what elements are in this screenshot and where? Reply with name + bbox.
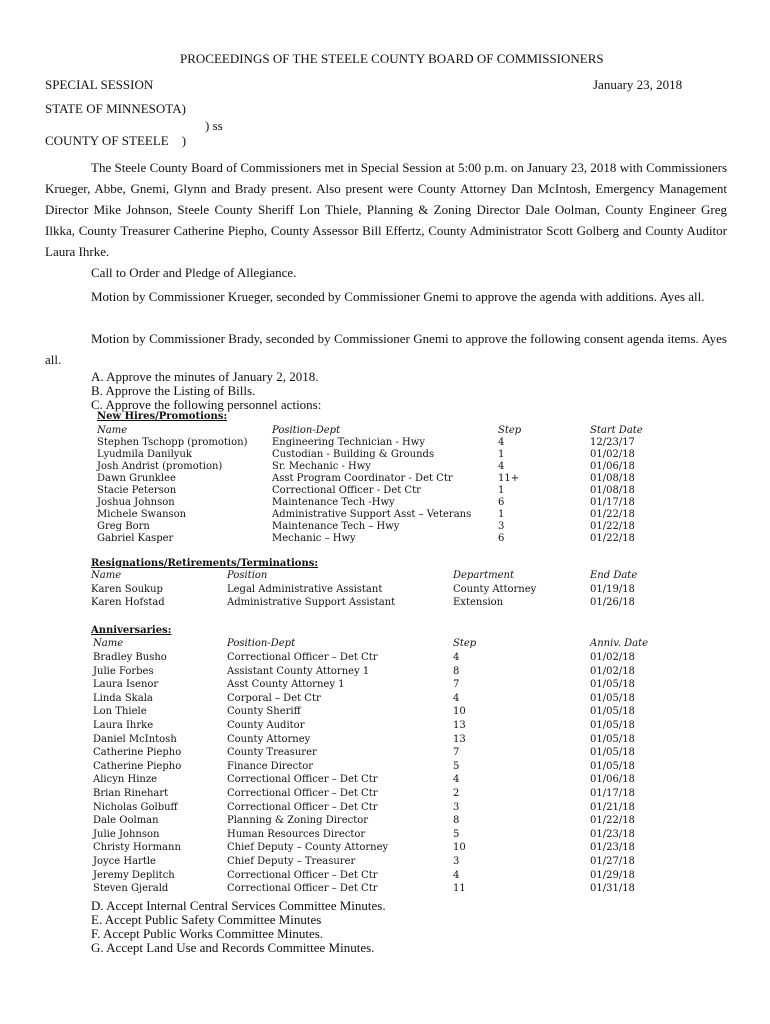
table-cell: Sr. Mechanic - Hwy [272,461,371,472]
consent-item-e: E. Accept Public Safety Committee Minutes [91,912,322,927]
table-cell: 3 [453,856,460,867]
table-cell: 01/08/18 [590,473,635,484]
table-cell: Julie Johnson [93,828,160,840]
table-row [0,842,770,854]
table-cell: Extension [453,597,504,608]
table-cell: Correctional Officer – Det Ctr [227,883,378,895]
table-cell: 01/02/18 [590,665,635,677]
table-row [0,693,770,705]
table-cell: Correctional Officer - Det Ctr [272,485,421,496]
consent-item-a: A. Approve the minutes of January 2, 2018. [91,369,319,384]
table-cell: 01/05/18 [590,679,635,691]
table-cell: Nicholas Golbuff [93,801,178,813]
table-cell: Administrative Support Asst – Veterans [272,509,472,520]
table-cell: 4 [498,461,505,472]
table-row [0,533,770,545]
table-cell: Catherine Piepho [93,747,182,759]
resignations-columns [0,570,770,582]
table-cell: Laura Ihrke [93,720,154,731]
table-cell: County Treasurer [227,747,317,759]
table-cell: 01/26/18 [590,597,635,608]
table-cell: Michele Swanson [97,509,187,520]
table-cell: Corporal – Det Ctr [227,692,321,704]
table-cell: 8 [453,665,460,677]
table-cell: Mechanic – Hwy [272,533,356,544]
table-cell: 01/23/18 [590,842,635,854]
table-cell: 01/17/18 [590,497,635,508]
table-cell: 01/21/18 [590,801,635,813]
table-cell: Catherine Piepho [93,760,182,772]
table-cell: Linda Skala [93,692,153,704]
table-cell: Correctional Officer – Det Ctr [227,801,378,813]
table-cell: 01/05/18 [590,692,635,704]
table-cell: Human Resources Director [227,828,366,840]
table-cell: Jeremy Deplitch [93,869,175,881]
table-cell: 10 [453,842,466,854]
table-cell: County Attorney [453,584,537,595]
resignations-heading: Resignations/Retirements/Terminations: [91,558,319,569]
table-cell: 11 [453,883,466,895]
table-cell: Stacie Peterson [97,485,177,496]
table-cell: 01/19/18 [590,584,635,595]
table-cell: Christy Hormann [93,842,181,854]
table-cell: Correctional Officer – Det Ctr [227,869,378,881]
table-row [0,720,770,732]
column-header: Step [498,425,522,436]
table-cell: Legal Administrative Assistant [227,584,383,595]
motion-agenda: Motion by Commissioner Krueger, seconded by Commissioner Gnemi to approve the agenda with additions. Ayes all. [91,289,705,304]
table-cell: 6 [498,497,505,508]
venue-ss: ) ss [205,118,223,133]
column-header: Start Date [590,425,643,436]
table-cell: Alicyn Hinze [93,774,158,786]
table-row [0,473,770,485]
table-cell: 01/22/18 [590,521,635,532]
table-row [0,597,770,609]
table-cell: Correctional Officer – Det Ctr [227,774,378,786]
table-row [0,815,770,827]
table-row [0,829,770,841]
consent-item-d: D. Accept Internal Central Services Committee Minutes. [91,898,386,913]
table-cell: 12/23/17 [590,437,635,448]
table-row [0,666,770,678]
table-cell: 01/05/18 [590,760,635,772]
table-cell: Finance Director [227,760,314,772]
table-cell: 01/29/18 [590,869,635,881]
table-cell: Planning & Zoning Director [227,815,369,827]
table-cell: 01/05/18 [590,733,635,745]
table-cell: Lyudmila Danilyuk [97,449,192,460]
table-row [0,870,770,882]
table-cell: Steven Gjerald [93,883,169,895]
table-cell: 01/08/18 [590,485,635,496]
table-cell: 4 [453,652,460,663]
table-cell: Correctional Officer – Det Ctr [227,788,378,799]
table-cell: Karen Soukup [91,584,163,595]
session-type: SPECIAL SESSION [45,77,154,92]
table-cell: Laura Isenor [93,679,159,691]
consent-item-f: F. Accept Public Works Committee Minutes. [91,926,324,941]
table-row [0,856,770,868]
table-cell: 10 [453,706,466,718]
table-row [0,883,770,895]
venue-state: STATE OF MINNESOTA) [45,101,186,116]
table-cell: 3 [453,801,460,813]
table-cell: Administrative Support Assistant [227,597,396,608]
venue-county: COUNTY OF STEELE ) [45,133,187,148]
table-cell: 01/05/18 [590,720,635,731]
table-cell: 01/23/18 [590,828,635,840]
table-cell: Karen Hofstad [91,597,165,608]
column-header: Department [453,570,514,581]
column-header: Name [97,425,128,436]
table-cell: 13 [453,733,466,745]
table-cell: 5 [453,828,460,840]
column-header: Anniv. Date [590,638,649,649]
table-cell: Chief Deputy – Treasurer [227,856,356,867]
table-cell: Correctional Officer – Det Ctr [227,652,378,663]
table-cell: 1 [498,509,505,520]
table-row [0,449,770,461]
table-cell: Josh Andrist (promotion) [97,461,223,472]
column-header: Name [91,570,122,581]
table-cell: Assistant County Attorney 1 [227,665,370,677]
table-row [0,774,770,786]
table-row [0,679,770,691]
table-cell: 01/17/18 [590,788,635,799]
table-cell: 3 [498,521,505,532]
table-cell: Engineering Technician - Hwy [272,437,425,448]
table-cell: 1 [498,485,505,496]
column-header: Position-Dept [227,638,296,649]
motion-consent: Motion by Commissioner Brady, seconded by Commissioner Gnemi to approve the following consent agenda items. Ayes all. [45,331,727,367]
table-cell: 01/02/18 [590,652,635,663]
table-cell: 4 [498,437,505,448]
table-row [0,437,770,449]
column-header: Step [453,638,477,649]
table-row [0,706,770,718]
table-cell: 01/06/18 [590,461,635,472]
page-title: PROCEEDINGS OF THE STEELE COUNTY BOARD OF COMMISSIONERS [180,51,604,66]
table-row [0,584,770,596]
table-row [0,521,770,533]
table-cell: Dawn Grunklee [97,473,176,484]
table-cell: 4 [453,692,460,704]
table-cell: Brian Rinehart [93,788,169,799]
new-hires-columns [0,425,770,437]
table-row [0,652,770,664]
table-cell: 11+ [498,473,520,484]
table-row [0,509,770,521]
table-cell: Greg Born [97,521,150,532]
table-cell: County Auditor [227,720,305,731]
table-row [0,485,770,497]
table-cell: Joyce Hartle [93,856,156,867]
table-cell: 6 [498,533,505,544]
table-cell: Stephen Tschopp (promotion) [97,437,248,448]
table-row [0,802,770,814]
table-row [0,497,770,509]
table-cell: 7 [453,747,460,759]
table-cell: 7 [453,679,460,691]
table-row [0,747,770,759]
column-header: Position [227,570,268,581]
table-cell: Maintenance Tech -Hwy [272,497,395,508]
table-cell: Joshua Johnson [97,497,175,508]
table-cell: Lon Thiele [93,706,147,718]
table-cell: 01/05/18 [590,706,635,718]
table-cell: Bradley Busho [93,652,167,663]
consent-item-c: C. Approve the following personnel actions: [91,397,322,412]
anniversaries-columns [0,638,770,650]
table-cell: 01/02/18 [590,449,635,460]
table-cell: Dale Oolman [93,815,159,827]
table-cell: 01/22/18 [590,509,635,520]
table-cell: County Attorney [227,733,311,745]
table-cell: 2 [453,788,460,799]
table-cell: 01/22/18 [590,815,635,827]
table-cell: Chief Deputy – County Attorney [227,842,389,854]
table-cell: 4 [453,774,460,786]
column-header: End Date [590,570,638,581]
table-cell: Maintenance Tech – Hwy [272,521,400,532]
table-row [0,761,770,773]
table-cell: County Sheriff [227,706,301,718]
table-cell: Asst Program Coordinator - Det Ctr [272,473,453,484]
table-row [0,788,770,800]
column-header: Position-Dept [272,425,341,436]
new-hires-heading: New Hires/Promotions: [97,411,228,422]
consent-item-g: G. Accept Land Use and Records Committee Minutes. [91,940,375,955]
call-to-order: Call to Order and Pledge of Allegiance. [91,265,297,280]
table-cell: 4 [453,869,460,881]
table-cell: Julie Forbes [93,665,154,677]
table-cell: 5 [453,760,460,772]
table-cell: 8 [453,815,460,827]
anniversaries-heading: Anniversaries: [91,625,172,636]
session-date: January 23, 2018 [593,77,683,92]
table-cell: 01/27/18 [590,856,635,867]
table-cell: 1 [498,449,505,460]
table-cell: 01/31/18 [590,883,635,895]
table-cell: 01/22/18 [590,533,635,544]
table-cell: Daniel McIntosh [93,733,177,745]
table-cell: Gabriel Kasper [97,533,174,544]
table-row [0,734,770,746]
table-cell: 01/05/18 [590,747,635,759]
table-cell: Custodian - Building & Grounds [272,449,435,460]
table-cell: 01/06/18 [590,774,635,786]
intro-paragraph: The Steele County Board of Commissioners met in Special Session at 5:00 p.m. on January 23, 2018 with Commissioners Krueger, Abbe, Gnemi, Glynn and Brady present. Also present were County Attorney Dan McIntosh, Emergency Management Director Mike Johnson, Steele County Sheriff Lon Thiele, Planning & Zoning Director Dale Oolman, County Engineer Greg Ilkka, County Treasurer Catherine Piepho, County Assessor Bill Effertz, County Administrator Scott Golberg and County Auditor Laura Ihrke. [45,160,727,259]
table-cell: Asst County Attorney 1 [227,679,345,691]
table-row [0,461,770,473]
column-header: Name [93,638,124,649]
consent-item-b: B. Approve the Listing of Bills. [91,383,256,398]
table-cell: 13 [453,720,466,731]
